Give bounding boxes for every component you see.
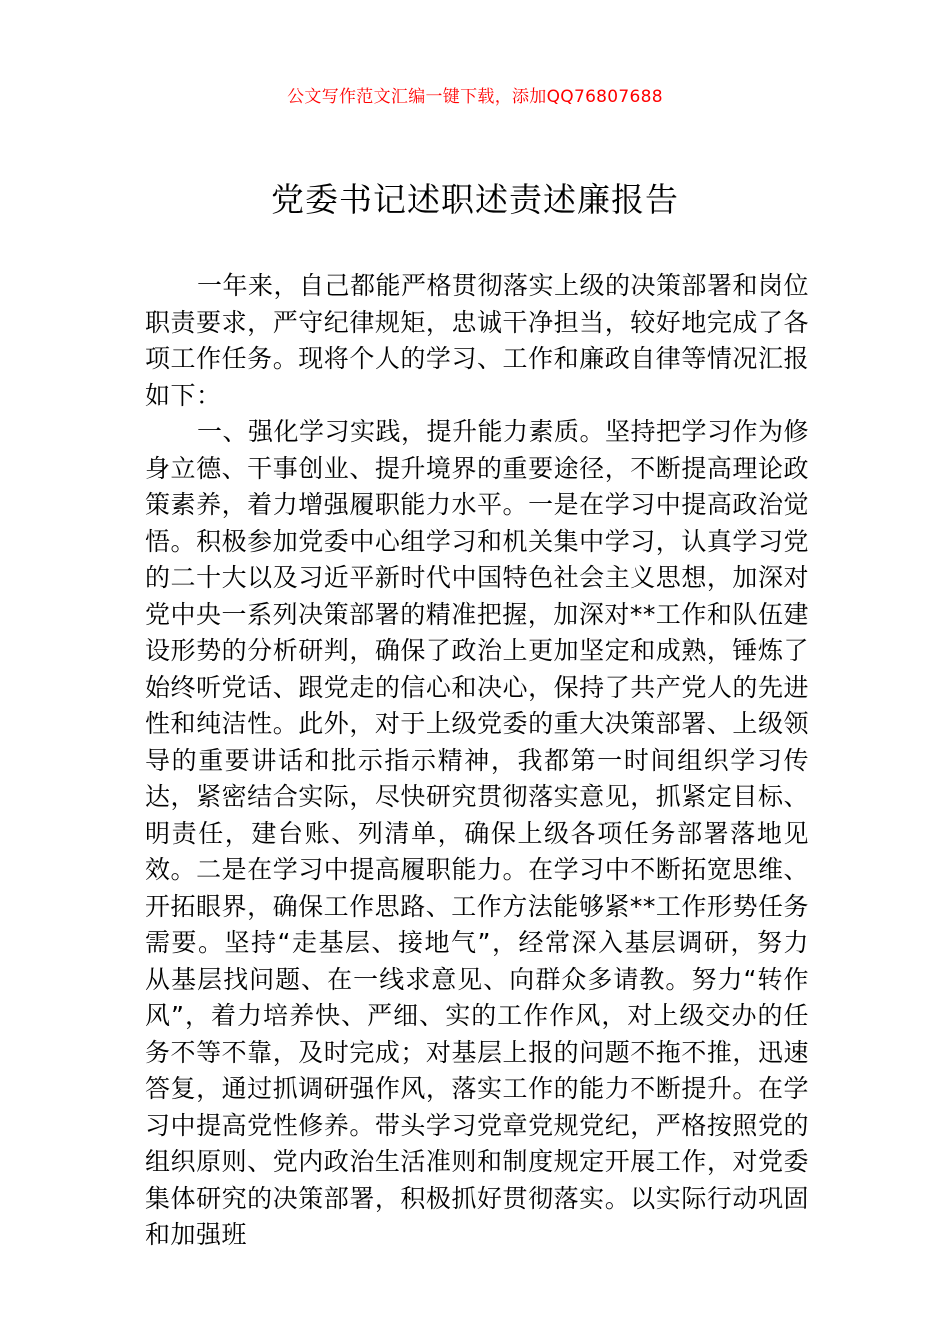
document-title: 党委书记述职述责述廉报告 bbox=[271, 180, 679, 219]
download-banner[interactable]: 公文写作范文汇编一键下载，添加QQ76807688 bbox=[287, 87, 663, 107]
body-paragraph-intro: 一年来，自己都能严格贯彻落实上级的决策部署和岗位职责要求，严守纪律规矩，忠诚干净担当，较好地完成了各项工作任务。现将个人的学习、工作和廉政自律等情况汇报如下： bbox=[145, 271, 810, 410]
document-body bbox=[145, 268, 809, 1254]
body-paragraph-section-1: 一、强化学习实践，提升能力素质。坚持把学习作为修身立德、干事创业、提升境界的重要途径，不断提高理论政策素养，着力增强履职能力水平。一是在学习中提高政治觉悟。积极参加党委中心组学习和机关集中学习，认真学习党的二十大以及习近平新时代中国特色社会主义思想，加深对党中央一系列决策部署的精准把握，加深对**工作和队伍建设形势的分析研判，确保了政治上更加坚定和成熟，锤炼了始终听党话、跟党走的信心和决心，保持了共产党人的先进性和纯洁性。此外，对于上级党委的重大决策部署、上级领导的重要讲话和批示指示精神，我都第一时间组织学习传达，紧密结合实际，尽快研究贯彻落实意见，抓紧定目标、明责任，建台账、列清单，确保上级各项任务部署落地见效。二是在学习中提高履职能力。在学习中不断拓宽思维、开拓眼界，确保工作思路、工作方法能够紧**工作形势任务需要。坚持“走基层、接地气”，经常深入基层调研，努力从基层找问题、在一线求意见、向群众多请教。努力“转作风”，着力培养快、严细、实的工作作风，对上级交办的任务不等不靠，及时完成；对基层上报的问题不拖不推，迅速答复，通过抓调研强作风，落实工作的能力不断提升。在学习中提高党性修养。带头学习党章党规党纪，严格按照党的组织原则、党内政治生活准则和制度规定开展工作，对党委集体研究的决策部署，积极抓好贯彻落实。以实际行动巩固和加强班 bbox=[145, 417, 810, 1249]
